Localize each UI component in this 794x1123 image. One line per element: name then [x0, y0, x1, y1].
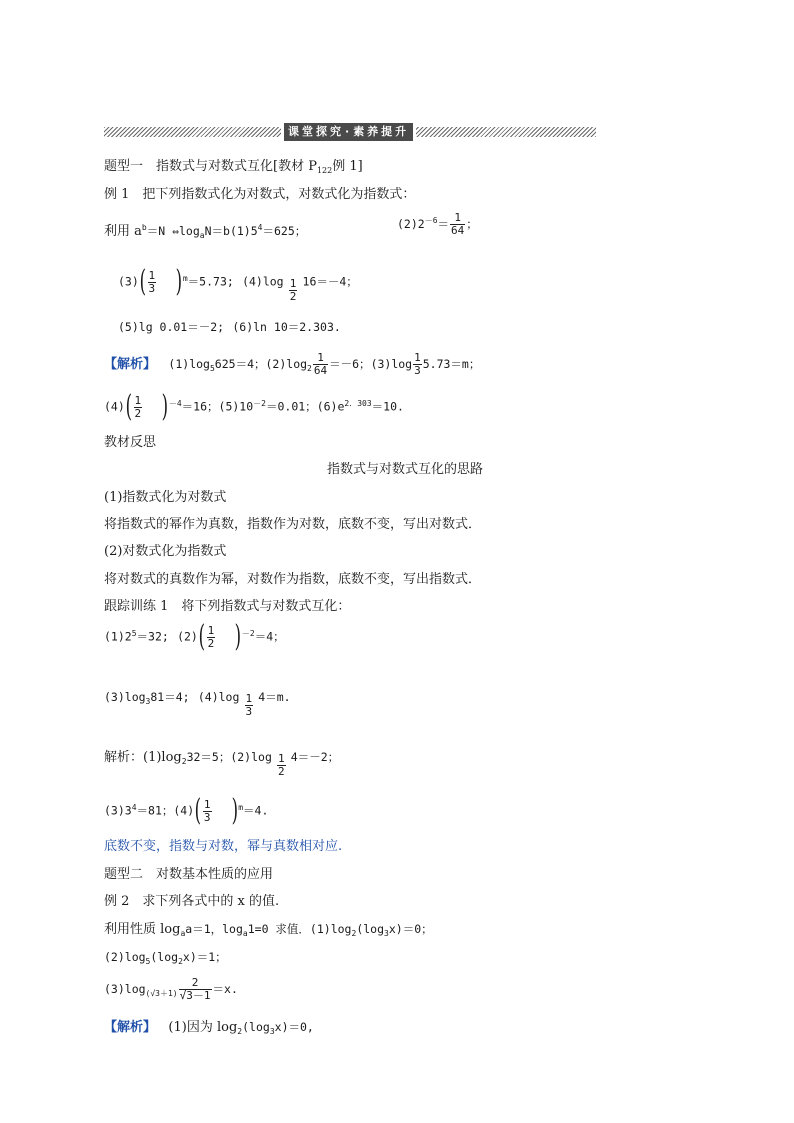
e2q2-post: x)＝1； [182, 950, 227, 964]
example2-stem: 例 2 求下列各式中的 x 的值. [104, 894, 280, 909]
ex1-p5-p6 [118, 318, 341, 337]
q2-num: 1 [207, 623, 215, 637]
a4-den: 2 [134, 406, 142, 420]
a2-post: ＝－6； [329, 357, 371, 371]
track1-note: 底数不变，指数与对数，幂与真数相对应. [104, 839, 343, 854]
use-pre: 利用 a [104, 224, 142, 239]
ans-pre: 解析：(1)log [104, 750, 182, 765]
a1-post: 625＝4； [214, 357, 266, 371]
ex2-q3 [104, 977, 238, 1002]
q1-pre: (1)2 [104, 629, 132, 644]
q2-post: ＝4； [254, 629, 285, 644]
p4-num: 1 [289, 276, 297, 290]
a4-num: 1 [134, 393, 142, 407]
ex1-use-line [104, 222, 306, 242]
paren-left: ( [139, 264, 146, 299]
u-sub1: a [180, 929, 186, 938]
u-post: x)＝0； [388, 922, 433, 936]
e2q2-pre: (2)log [104, 950, 146, 964]
e2q3-den: √3－1 [179, 989, 211, 1002]
type2-heading: 题型二 对数基本性质的应用 [104, 867, 274, 882]
p3-sup: m [182, 273, 188, 283]
p2-sup: －6 [424, 216, 438, 225]
q3-pre: (3)log [104, 690, 146, 704]
a6-sup: 2．303 [344, 398, 372, 408]
p2-den: 64 [451, 224, 465, 237]
q3-sub: 3 [145, 697, 151, 706]
track1-q1-q2 [104, 619, 285, 654]
ta4-sup: m [238, 802, 244, 812]
banner-dot: · [345, 125, 353, 138]
track1-q3-q4 [104, 688, 291, 718]
ex2-answer-line [104, 1018, 314, 1038]
p3-den: 3 [148, 281, 156, 295]
ta4-post: ＝4. [243, 803, 269, 818]
ex1-answer-line2 [104, 389, 404, 424]
p3-num: 1 [148, 268, 156, 282]
p4-post: 16＝－4； [302, 274, 358, 289]
paren-left: ( [194, 793, 202, 828]
u-mid3: (log [356, 922, 385, 936]
e2a-pre: (1)因为 log [168, 1020, 238, 1035]
reflection-title: 教材反思 [104, 435, 157, 450]
a3-num: 1 [414, 351, 421, 364]
type1-heading-tail: 例 1] [332, 159, 363, 174]
u-sub2: a [242, 929, 248, 938]
paren-right: ) [175, 264, 183, 299]
e2a-sub: 2 [237, 1027, 243, 1036]
type1-page: P [308, 159, 317, 174]
a1-pre: (1)log [168, 357, 210, 371]
a6-post: ＝10. [371, 399, 404, 414]
q4-den: 3 [245, 705, 253, 718]
banner-left: 课堂探究 [288, 125, 344, 138]
paren-right: ) [234, 619, 242, 654]
a3-pre: (3)log [370, 357, 413, 371]
reflection-h2: (2)对数式化为指数式 [104, 544, 227, 559]
q2-frac [207, 625, 216, 650]
use-post: N＝b [204, 224, 230, 238]
ex1-p3-p4 [118, 264, 358, 303]
use-sup: b [141, 223, 147, 232]
ta4-den: 3 [203, 810, 211, 824]
p5: (5)lg 0.01＝－2; [118, 320, 225, 334]
reflection-t1: 将指数式的幂作为真数，指数作为对数，底数不变，写出对数式． [104, 517, 482, 532]
e2q2-mid: (log [150, 950, 179, 964]
ta3-pre: (3)3 [104, 803, 132, 818]
e2q3-sub: (√3＋1) [145, 989, 178, 998]
a2-frac [313, 352, 328, 377]
ta4-frac [203, 799, 212, 824]
use-mid: ＝N ⇔log [146, 224, 200, 238]
u-pre: 利用性质 log [104, 922, 181, 937]
e2a-post: x)＝0, [274, 1020, 314, 1034]
p6: (6)ln 10＝2.303. [232, 320, 341, 334]
track1-answer-line2 [104, 793, 269, 828]
a4-frac [134, 395, 143, 420]
q2-den: 2 [207, 636, 215, 650]
a2-sub: 2 [307, 364, 312, 373]
p2-pre: (2)2 [397, 217, 425, 231]
a6-pre: (6)e [316, 399, 345, 414]
p2-num: 1 [450, 212, 465, 225]
ans-frac [277, 753, 286, 778]
reflection-t2: 将对数式的真数作为幂，对数作为指数，底数不变，写出指数式． [104, 572, 482, 587]
example1-stem: 例 1 把下列指数式化为对数式，对数式化为指数式： [104, 187, 416, 202]
a2-den: 64 [313, 364, 328, 377]
q1-sup: 5 [131, 628, 137, 638]
ans-den: 2 [278, 765, 285, 778]
p3-frac [148, 270, 157, 295]
section-banner [281, 123, 416, 141]
track1-title: 跟踪训练 1 将下列指数式与对数式互化： [104, 599, 351, 614]
ta3-post: ＝81；(4) [136, 803, 195, 818]
a2-num: 1 [313, 352, 328, 365]
q1-post: ＝32; [136, 629, 169, 644]
a4-pre: (4) [104, 399, 125, 414]
reflection-center-title: 指数式与对数式互化的思路 [327, 462, 484, 477]
p1-pre: (1)5 [229, 224, 258, 238]
p1-post: ＝625； [262, 224, 307, 238]
ex2-use-line [104, 920, 433, 940]
p4-pre: (4)log [242, 274, 284, 289]
u-sub3: 2 [351, 929, 357, 938]
ex1-answer-line1 [104, 352, 480, 377]
q4-post: 4＝m. [258, 690, 291, 704]
type1-heading [104, 158, 363, 177]
e2a-mid: (log [242, 1020, 270, 1034]
e2q2-sub: 5 [145, 957, 151, 966]
ans-sub: 2 [181, 757, 187, 766]
e2q2-sub2: 2 [178, 957, 183, 966]
u-mid2: 1=0 求值．(1)log [247, 922, 352, 936]
e2q3-num: 2 [179, 977, 212, 990]
p4-frac [289, 278, 298, 303]
a1-sub: 5 [209, 364, 215, 373]
u-mid: a＝1，log [185, 922, 243, 936]
track1-answer-line1 [104, 748, 339, 778]
a4-sup: －4 [168, 398, 182, 408]
type1-page-sub: 122 [316, 166, 333, 175]
a5-sup: －2 [253, 398, 266, 408]
answer-label: 【解析】 [104, 357, 157, 372]
a3-frac [413, 352, 422, 377]
p3-pre: (3) [118, 274, 139, 289]
ans-num: 1 [278, 752, 285, 765]
ta4-num: 1 [203, 797, 211, 811]
u-sub4: 3 [384, 929, 389, 938]
p1-sup: 4 [257, 223, 263, 232]
p4-den: 2 [289, 289, 297, 303]
a5-pre: (5)10 [218, 399, 254, 414]
paren-right: ) [231, 793, 238, 828]
e2q3-frac [179, 977, 212, 1002]
paren-right: ) [161, 389, 169, 424]
a2-pre: (2)log [265, 357, 308, 371]
e2q3-pre: (3)log [104, 982, 146, 996]
q3-post: 81＝4; [150, 690, 190, 704]
ex1-p2 [397, 212, 478, 237]
use-sub: a [199, 231, 205, 240]
q4-frac [245, 693, 254, 718]
a4-post: ＝16； [181, 399, 219, 414]
p2-frac [450, 212, 465, 237]
q4-pre: (4)log [197, 690, 240, 704]
e2q3-post: ＝x. [212, 982, 238, 996]
ans-post: 4＝－2； [290, 750, 340, 764]
e2a-sub2: 3 [269, 1027, 275, 1036]
q2-pre: (2) [177, 629, 198, 644]
a3-den: 3 [414, 364, 421, 377]
q4-num: 1 [245, 692, 253, 705]
p3-post: ＝5.73; [187, 274, 234, 289]
p2-post: ＝ [437, 217, 450, 231]
ex2-q2 [104, 948, 227, 968]
ans-mid: 32＝5；(2)log [186, 750, 272, 764]
p2-end: ； [466, 217, 478, 231]
paren-left: ( [125, 389, 132, 424]
type1-heading-text: 题型一 指数式与对数式互化[教材 [104, 159, 305, 174]
ta3-sup: 4 [131, 802, 137, 812]
q2-sup: －2 [241, 628, 255, 638]
a5-post: ＝0.01； [265, 399, 317, 414]
banner-right: 素养提升 [353, 125, 410, 138]
paren-left: ( [198, 619, 205, 654]
answer-label-2: 【解析】 [104, 1020, 157, 1035]
a3-post: 5.73＝m； [422, 357, 481, 371]
reflection-h1: (1)指数式化为对数式 [104, 490, 227, 505]
